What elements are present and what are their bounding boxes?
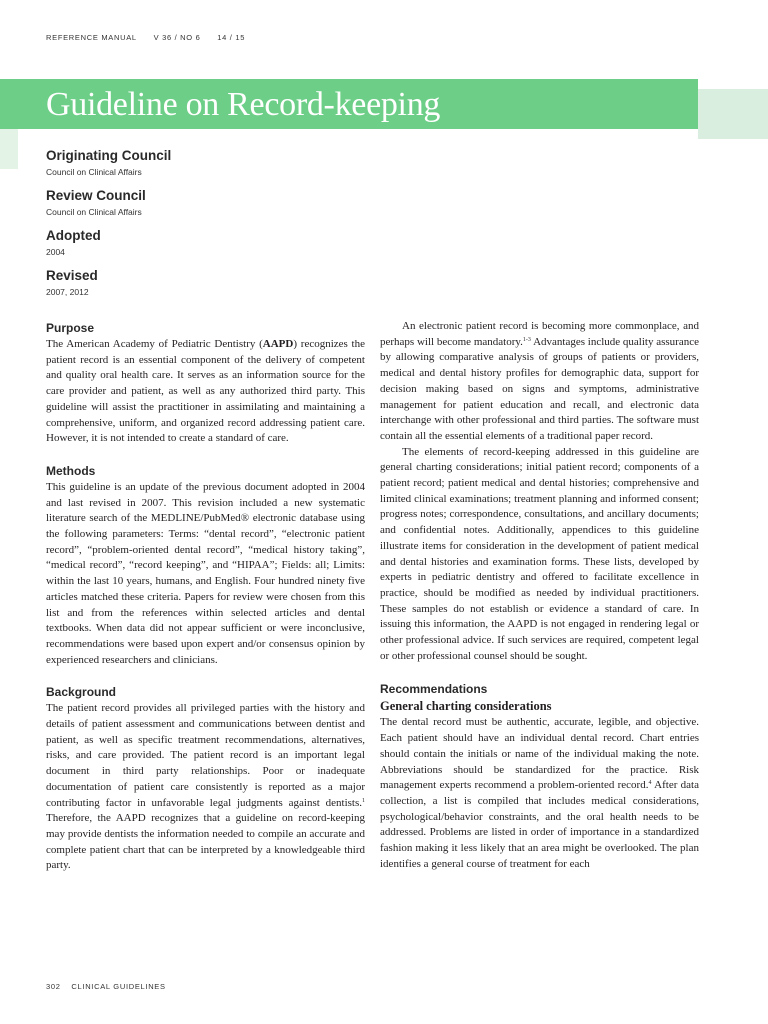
page-footer (46, 982, 174, 991)
revised-value: 2007, 2012 (46, 287, 89, 297)
general-charting-subheading: General charting considerations (380, 699, 552, 714)
purpose-heading: Purpose (46, 321, 95, 335)
aapd-abbreviation: AAPD (262, 338, 294, 350)
background-reference: 1 (362, 797, 365, 804)
electronic-record-paragraph (380, 319, 699, 445)
document-meta (46, 147, 346, 307)
background-text-end: Therefore, the AAPD recognizes that a guideline on record-keeping may provide dentists the information needed to compile an accurate and complete patient chart that can be interpreted by a knowledgeable third party. (46, 812, 365, 872)
electronic-record-reference: 1-3 (522, 336, 531, 343)
originating-council-label: Originating Council (46, 148, 172, 163)
revised-label: Revised (46, 268, 98, 283)
spacer (380, 664, 699, 680)
spacer (46, 668, 365, 683)
general-charting-text (380, 715, 699, 872)
running-head (46, 33, 259, 42)
purpose-text (46, 337, 365, 447)
electronic-record-text-start: An electronic patient record is becoming more commonplace, and perhaps will become mandatory. (380, 320, 699, 348)
background-heading: Background (46, 685, 117, 700)
background-text (46, 701, 365, 874)
recommendations-heading: Recommendations (380, 682, 488, 697)
general-charting-text-end: After data collection, a list is compiled that includes medical considerations, psychological/behavior constraints, and the oral health needs to be addressed. Problems are listed in order of importance in a standardized fashion making it less likely that an area might be overlooked. The plan identifies a general course of treatment for each (380, 779, 699, 870)
purpose-text-end: ) recognizes the patient record is an essential component of the delivery of competent and quality oral health care. It serves as an information source for the care provider and patient, as well as any authorized third party. This guideline will assist the practitioner in assimilating and maintaining a comprehensive, uniform, and organized record addressing patient care. However, it is not intended to create a standard of care. (46, 338, 365, 445)
title-band-accent-right (698, 89, 768, 139)
page-number: 302 (46, 982, 61, 991)
electronic-record-text-end: Advantages include quality assurance by allowing comparative analysis of groups of patients or providers, medical and dental history profiles for demographic data, support for decision making based on signs and symptoms, administrative management for patient education and recall, and electronic data interchange with other professional and third parties. The software must contain all the essential elements of a traditional paper record. (380, 335, 699, 442)
left-column (46, 319, 365, 874)
originating-council-value: Council on Clinical Affairs (46, 167, 142, 177)
review-council-label: Review Council (46, 188, 146, 203)
methods-text: This guideline is an update of the previous document adopted in 2004 and last revised in 2007. This revision included a new systematic literature search of the MEDLINE/PubMed® electronic database using the following parameters: Terms: “dental record”, “electronic patient record”, “problem-oriented dental record”, “medical history taking”, “medical record”, “record keeping”, and “HIPAA”; Fields: all; Limits: within the last 10 years, humans, and English. Four hundred ninety five articles matched these criteria. Papers for review were chosen from this list and from the references within selected articles and dental textbooks. When data did not appear sufficient or were inconclusive, recommendations were based upon expert and/or consensus opinion by experienced researchers and clinicians. (46, 480, 365, 666)
background-text-start: The patient record provides all privileged parties with the history and details of patient assessment and communications between dentist and patient, as well as specific treatment recommendations, alternatives, risks, and care provided. The patient record is an important legal document in third party relationships. Poor or inadequate documentation of patient care consistently is reported as a major contributing factor in unfavorable legal judgments against dentists. (46, 702, 365, 809)
methods-heading: Methods (46, 463, 96, 478)
purpose-text-start: The American Academy of Pediatric Dentistry ( (46, 338, 263, 350)
spacer (46, 447, 365, 462)
footer-section: CLINICAL GUIDELINES (71, 982, 166, 991)
adopted-label: Adopted (46, 228, 101, 243)
general-charting-reference: 4 (648, 780, 652, 787)
running-head-years: 14 / 15 (217, 33, 246, 42)
running-head-publication: REFERENCE MANUAL (46, 33, 137, 42)
general-charting-text-start: The dental record must be authentic, accurate, legible, and objective. Each patient should have an individual dental record. Chart entries should contain the initials or name of the individual making the note. Abbreviations should be standardized for the practice. Risk management experts recommend a problem-oriented record. (380, 716, 699, 792)
running-head-volume: V 36 / NO 6 (153, 33, 201, 42)
review-council-value: Council on Clinical Affairs (46, 207, 142, 217)
right-column (380, 319, 699, 873)
adopted-value: 2004 (46, 247, 65, 257)
elements-paragraph: The elements of record-keeping addressed in this guideline are general charting considerations; initial patient record; components of a patient record; patient medical and dental histories; comprehensive and limited clinical examinations; treatment planning and informed consent; progress notes; correspondence, consultations, and ancillary documents; and confidential notes. Additionally, appendices to this guideline illustrate items for consideration in the development of patient medical and dental histories and examination forms. These lists, developed by experts in pediatric dentistry and offered to facilitate excellence in practice, should be modified as needed by individual practitioners. These samples do not establish or evidence a standard of care. In issuing this information, the AAPD is not engaged in rendering legal or other professional advice. If such services are required, competent legal or other professional counsel should be sought. (380, 445, 699, 662)
page-title: Guideline on Record-keeping (46, 86, 441, 123)
title-band-accent-left (0, 129, 18, 169)
